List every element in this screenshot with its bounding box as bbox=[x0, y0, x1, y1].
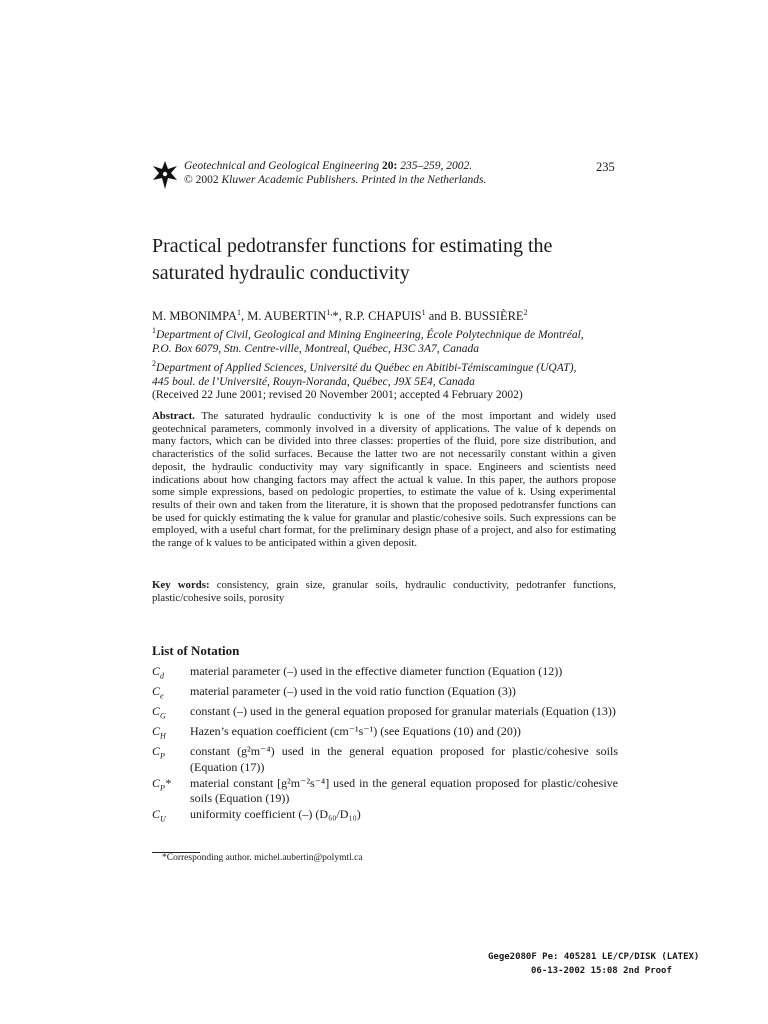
affiliation-marker: 1, bbox=[326, 308, 333, 317]
notation-symbol: $C_P*$ bbox=[152, 775, 171, 793]
notation-definition: material parameter (–) used in the void ratio function (Equation (3)) bbox=[190, 684, 516, 699]
notation-definition: constant (–) used in the general equation proposed for granular materials (Equation (13)) bbox=[190, 704, 616, 719]
notation-list bbox=[152, 664, 618, 827]
notation-symbol: $C_e$ bbox=[152, 684, 164, 701]
publisher-note: Kluwer Academic Publishers. Printed in the Netherlands. bbox=[221, 173, 487, 186]
abstract-label: Abstract. bbox=[152, 410, 195, 422]
page-number: 235 bbox=[596, 160, 615, 174]
author-name: M. AUBERTIN bbox=[247, 309, 327, 324]
journal-header bbox=[184, 160, 486, 187]
notation-heading: List of Notation bbox=[152, 643, 240, 658]
notation-definition: material constant [g²m⁻²s⁻⁴] used in the general equation proposed for plastic/cohesive soils (Equation (19)) bbox=[190, 775, 618, 806]
affiliation-line: Department of Civil, Geological and Mining Engineering, École Polytechnique de Montréal, bbox=[156, 328, 584, 341]
production-info-line2: 06-13-2002 15:08 2nd Proof bbox=[531, 966, 672, 976]
notation-row bbox=[152, 807, 618, 827]
notation-definition: Hazen’s equation coefficient (cm⁻¹s⁻¹) (see Equations (10) and (20)) bbox=[190, 724, 521, 739]
author-name: M. MBONIMPA bbox=[152, 309, 237, 324]
notation-definition: uniformity coefficient (–) (D₆₀/D₁₀) bbox=[190, 807, 361, 822]
notation-row bbox=[152, 704, 618, 724]
production-info-line1: Gege2080F Pe: 405281 LE/CP/DISK (LATEX) bbox=[488, 952, 700, 962]
keywords bbox=[152, 579, 616, 604]
notation-row bbox=[152, 684, 618, 704]
affiliation-marker: 1 bbox=[236, 308, 241, 317]
affiliation-2 bbox=[152, 357, 622, 390]
notation-row bbox=[152, 724, 618, 744]
notation-symbol: $C_P$ bbox=[152, 744, 165, 761]
publisher-logo bbox=[152, 160, 178, 190]
affiliation-number: 1 bbox=[152, 326, 156, 335]
notation-row bbox=[152, 776, 618, 807]
keywords-text: consistency, grain size, granular soils, hydraulic conductivity, pedotranfer functions, plastic/cohesive soils, porosity bbox=[152, 579, 616, 604]
author-name: R.P. CHAPUIS bbox=[344, 309, 422, 324]
affiliation-1 bbox=[152, 324, 622, 357]
affiliation-line: Department of Applied Sciences, Université du Québec en Abitibi-Témiscamingue (UQAT), bbox=[156, 361, 577, 374]
footnote: *Corresponding author. michel.aubertin@polymtl.ca bbox=[162, 853, 363, 863]
paper-title: Practical pedotransfer functions for estimating the saturated hydraulic conductivity bbox=[152, 235, 553, 284]
notation-row bbox=[152, 664, 618, 684]
journal-name: Geotechnical and Geological Engineering bbox=[184, 160, 380, 172]
affiliation-line: P.O. Box 6079, Stn. Centre-ville, Montreal, Québec, H3C 3A7, Canada bbox=[152, 343, 479, 356]
notation-symbol: $C_d$ bbox=[152, 664, 165, 681]
notation-definition: material parameter (–) used in the effective diameter function (Equation (12)) bbox=[190, 664, 563, 678]
keywords-label: Key words: bbox=[152, 579, 210, 591]
received-dates: (Received 22 June 2001; revised 20 November 2001; accepted 4 February 2002) bbox=[152, 389, 523, 401]
journal-pages-year: 235–259, 2002. bbox=[400, 160, 473, 172]
affiliation-line: 445 boul. de l’Université, Rouyn-Noranda, Québec, J9X 5E4, Canada bbox=[152, 376, 475, 389]
author-conjunction: and bbox=[428, 309, 447, 324]
notation-symbol: $C_U$ bbox=[152, 807, 166, 824]
author-name: B. BUSSIÈRE bbox=[449, 309, 524, 324]
journal-volume: 20: bbox=[382, 160, 398, 172]
notation-symbol: $C_G$ bbox=[152, 704, 166, 721]
affiliation-number: 2 bbox=[152, 358, 156, 368]
copyright: © 2002 bbox=[184, 173, 219, 186]
notation-symbol: $C_H$ bbox=[152, 724, 166, 741]
author-list: M. MBONIMPA$^1$, M. $AUBERTIN^{1,}*$, R.P. CHAPUIS$^1$ and B. BUSSIÈRE$^2$ bbox=[152, 308, 528, 324]
notation-row bbox=[152, 744, 618, 775]
abstract-text: The saturated hydraulic conductivity k is one of the most important and widely used geotechnical parameters, commonly involved in a diversity of applications. The value of k depends on many factors, which can be divided into three classes: properties of the fluid, pore size distribution, and characteristics of the solid surfaces. Because the latter two are not necessarily constant within a given deposit, the hydraulic conductivity may vary significantly in space. Engineers and scientists need indications about how changing factors may affect the actual k value. In this paper, the authors propose some simple expressions, based on pedologic properties, to estimate the value of k. Using experimental results of their own and taken from the literature, it is shown that the proposed pedotransfer functions can be used for quickly estimating the k value for granular and plastic/cohesive soils. Such expressions can be employed, with a useful chart format, for the preliminary design phase of a project, and also for estimating the range of k values to be anticipated within a given deposit. bbox=[152, 410, 616, 550]
corresponding-marker: * bbox=[332, 309, 339, 324]
affiliation-marker: 2 bbox=[523, 308, 528, 317]
abstract bbox=[152, 410, 616, 550]
affiliations bbox=[152, 324, 622, 390]
notation-definition: constant (g²m⁻⁴) used in the general equation proposed for plastic/cohesive soils (Equation (17)) bbox=[190, 744, 618, 775]
affiliation-marker: 1 bbox=[421, 308, 426, 317]
